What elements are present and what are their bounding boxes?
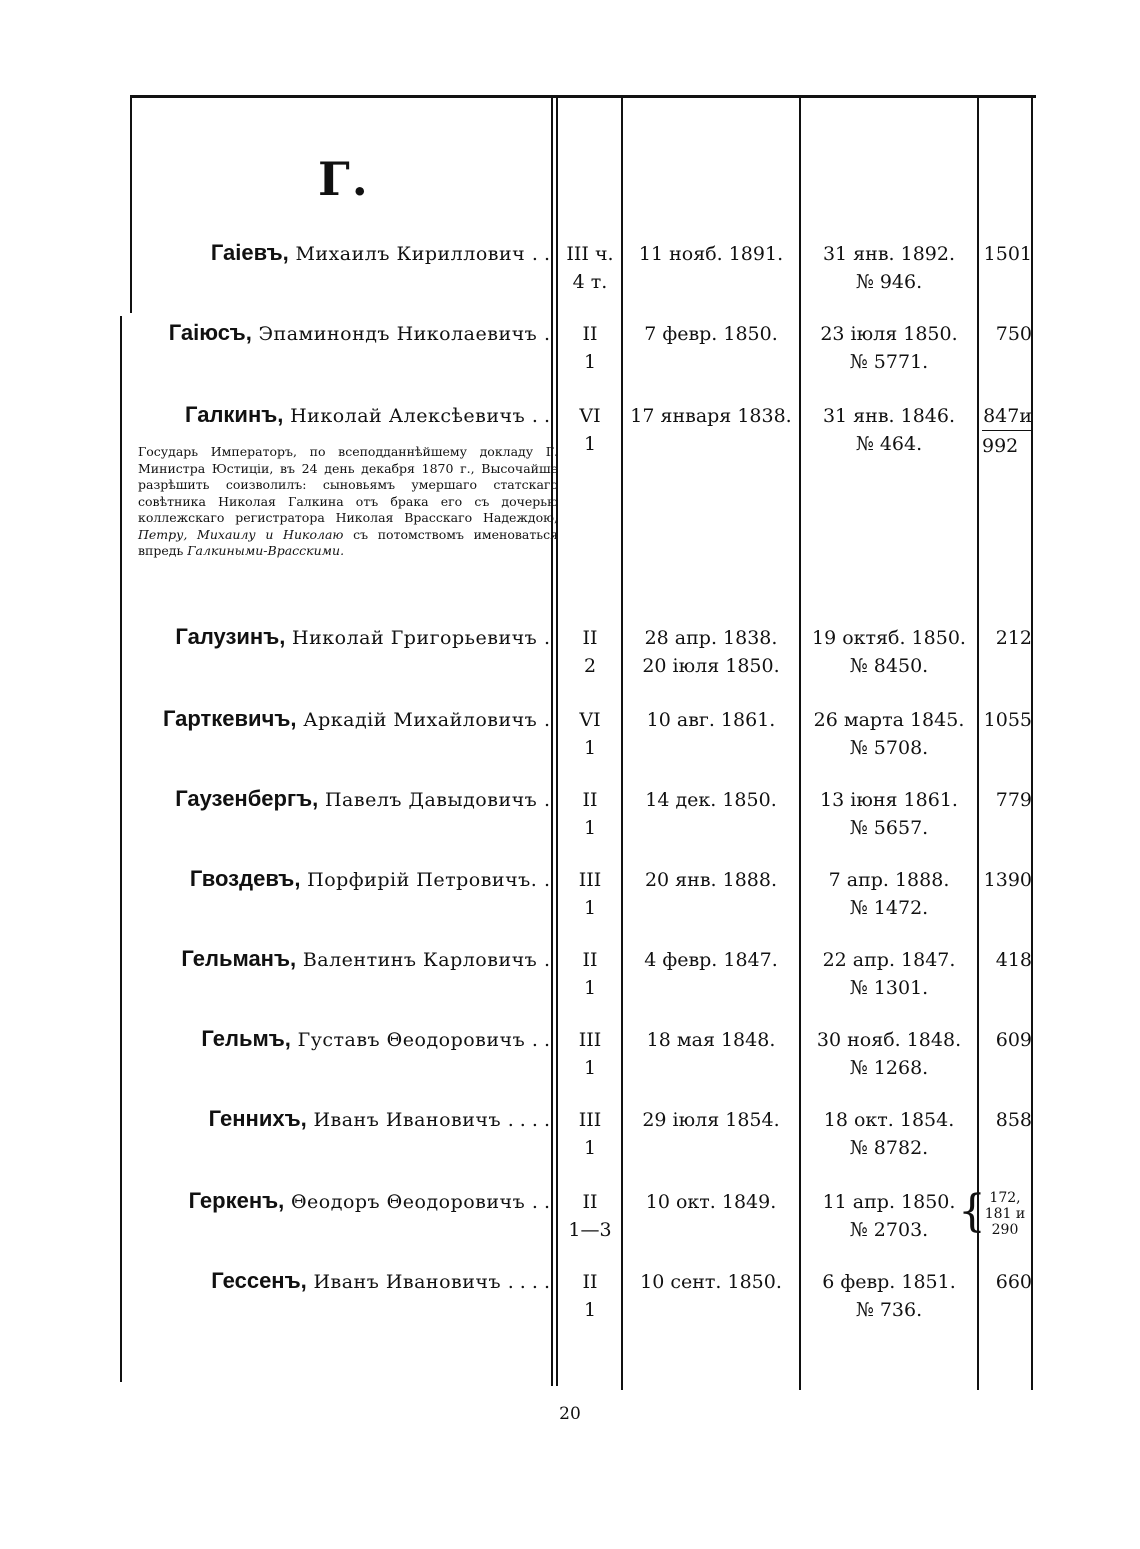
entry-date-approval-line: № 8782. — [849, 1137, 929, 1159]
entry-date-approval-line: № 1268. — [849, 1057, 929, 1079]
entry-date-approval-line: 6 февр. 1851. — [822, 1271, 956, 1293]
entry-page — [980, 866, 1032, 894]
entry-category — [560, 706, 620, 762]
entry-name — [140, 866, 550, 892]
entry-leader-dots: . . — [531, 243, 550, 265]
entry-given-name: Павелъ Давыдовичъ — [324, 789, 538, 811]
entry-date-rank-line: 20 янв. 1888. — [644, 869, 778, 891]
entry-category-line: III — [578, 1029, 602, 1051]
entry-category-line: VI — [579, 405, 601, 427]
entry-date-rank-line: 10 сент. 1850. — [640, 1271, 782, 1293]
entry-page-second: 992 — [982, 430, 1032, 460]
entry-name — [140, 1026, 550, 1052]
entry-page — [980, 402, 1032, 460]
entry-date-rank — [623, 1268, 799, 1296]
entry-page-line — [980, 430, 1032, 460]
entry-date-rank — [623, 240, 799, 268]
entry-date-approval-line: 26 марта 1845. — [813, 709, 965, 731]
left-border-lower — [120, 316, 122, 1382]
entry-date-approval-line: № 1472. — [849, 897, 929, 919]
entry-name — [140, 240, 550, 266]
left-border-upper — [130, 95, 132, 313]
page-number: 20 — [559, 1404, 581, 1424]
entry-date-approval-line: № 5771. — [849, 351, 929, 373]
entry-date-approval — [800, 240, 978, 296]
entry-name — [140, 706, 550, 732]
entry-page — [980, 946, 1032, 974]
entry-category-line: 1—3 — [568, 1219, 612, 1241]
entry-date-rank — [623, 1026, 799, 1054]
entry-page-line: 1390 — [983, 869, 1032, 891]
entry-name — [140, 1268, 550, 1294]
section-letter: Г. — [318, 152, 370, 206]
note-text-1: Государь Императоръ, по всеподданнѣйшему докладу Г. Министра Юстиціи, въ 24 день декабря 1870 г., Высочайше разрѣшить соизволилъ: сыновьямъ умершаго статскаго совѣтника Николая Галкина отъ брака его съ дочерью коллежскаго регистратора Николая Врасскаго Надеждою, — [138, 444, 558, 525]
gerken-pages — [975, 1190, 1035, 1238]
entry-date-rank — [623, 946, 799, 974]
entry-name — [140, 1188, 550, 1214]
entry-date-approval-line: № 1301. — [849, 977, 929, 999]
entry-leader-dots: . — [543, 789, 550, 811]
entry-page-line: 660 — [995, 1271, 1032, 1293]
entry-page — [980, 706, 1032, 734]
entry-given-name: Густавъ Θеодоровичъ — [297, 1029, 526, 1051]
entry-category-line: II — [582, 1271, 598, 1293]
entry-leader-dots: . — [543, 627, 550, 649]
entry-page-line: 212 — [995, 627, 1032, 649]
entry-date-rank-line: 14 дек. 1850. — [645, 789, 777, 811]
entry-leader-dots: . . — [531, 1029, 550, 1051]
entry-surname: Гвоздевъ, — [189, 866, 301, 891]
entry-date-rank-line: 11 нояб. 1891. — [638, 243, 784, 265]
brace-symbol: { — [958, 1186, 986, 1237]
entry-name — [140, 1106, 550, 1132]
entry-name — [140, 946, 550, 972]
entry-category-line: 1 — [583, 1299, 597, 1321]
entry-category-line: II — [582, 323, 598, 345]
entry-date-approval-line: № 464. — [855, 433, 923, 455]
entry-category — [560, 1026, 620, 1082]
entry-date-approval-line: 19 октяб. 1850. — [812, 627, 966, 649]
entry-date-approval-line: № 2703. — [849, 1219, 929, 1241]
entry-name — [140, 402, 550, 428]
entry-date-approval — [800, 1106, 978, 1162]
entry-page-line: 609 — [995, 1029, 1032, 1051]
entry-page — [980, 320, 1032, 348]
entry-date-rank — [623, 1188, 799, 1216]
entry-leader-dots: . . . . — [507, 1271, 550, 1293]
entry-date-approval-line: 30 нояб. 1848. — [816, 1029, 962, 1051]
entry-category-line: 1 — [583, 817, 597, 839]
entry-leader-dots: . . . . — [507, 1109, 550, 1131]
entry-date-rank-line: 7 февр. 1850. — [644, 323, 778, 345]
entry-given-name: Николай Григорьевичъ — [292, 627, 538, 649]
entry-given-name: Эпаминондъ Николаевичъ — [258, 323, 538, 345]
entry-date-rank-line: 20 іюля 1850. — [642, 655, 780, 677]
note-italic-2: Галкиными-Врасскими. — [187, 543, 345, 558]
entry-page-line: 847и — [983, 405, 1032, 427]
entry-category-line: 1 — [583, 737, 597, 759]
entry-date-rank-line: 10 окт. 1849. — [645, 1191, 777, 1213]
col-divider-a1 — [551, 98, 553, 1386]
entry-date-approval-line: № 8450. — [849, 655, 929, 677]
entry-name — [140, 786, 550, 812]
entry-category — [560, 1268, 620, 1324]
entry-given-name: Θеодоръ Θеодоровичъ — [290, 1191, 526, 1213]
entry-surname: Гарткевичъ, — [162, 706, 297, 731]
entry-category — [560, 946, 620, 1002]
entry-page-line: 1055 — [983, 709, 1032, 731]
entry-date-rank — [623, 402, 799, 430]
entry-category-line: II — [582, 949, 598, 971]
top-rule — [130, 95, 1036, 98]
entry-date-rank-line: 4 февр. 1847. — [644, 949, 778, 971]
entry-date-rank — [623, 786, 799, 814]
entry-date-approval-line: № 5708. — [849, 737, 929, 759]
entry-given-name: Иванъ Ивановичъ — [313, 1109, 502, 1131]
entry-name — [140, 320, 550, 346]
entry-date-rank-line: 17 января 1838. — [630, 405, 792, 427]
entry-category — [560, 402, 620, 458]
entry-date-approval-line: № 946. — [855, 271, 923, 293]
entry-category — [560, 1188, 620, 1244]
entry-date-approval — [800, 624, 978, 680]
entry-page — [980, 240, 1032, 268]
entry-leader-dots: . — [543, 323, 550, 345]
entry-page — [980, 786, 1032, 814]
entry-date-approval-line: 18 окт. 1854. — [823, 1109, 955, 1131]
entry-category-line: 1 — [583, 433, 597, 455]
note-italic-1: Петру, Михаилу и Николаю — [138, 526, 344, 542]
entry-surname: Гаіевъ, — [210, 240, 289, 265]
entry-date-approval — [800, 1268, 978, 1324]
entry-category-line: 1 — [583, 351, 597, 373]
entry-date-approval-line: № 5657. — [849, 817, 929, 839]
entry-leader-dots: . . — [531, 405, 550, 427]
entry-category-line: III — [578, 1109, 602, 1131]
entry-leader-dots: . — [543, 709, 550, 731]
entry-leader-dots: . . — [531, 1191, 550, 1213]
entry-surname: Гаузенбергъ, — [175, 786, 319, 811]
entry-given-name: Николай Алексѣевичъ — [290, 405, 526, 427]
entry-date-approval-line: 22 апр. 1847. — [822, 949, 956, 971]
entry-category-line: 1 — [583, 1057, 597, 1079]
entry-category — [560, 320, 620, 376]
entry-name — [140, 624, 550, 650]
entry-category-line: II — [582, 627, 598, 649]
entry-category-line: III ч. — [566, 243, 614, 265]
entry-leader-dots: . — [543, 949, 550, 971]
entry-page-line: 750 — [995, 323, 1032, 345]
entry-category-line: 1 — [583, 977, 597, 999]
entry-date-rank — [623, 320, 799, 348]
entry-date-approval — [800, 946, 978, 1002]
entry-date-approval — [800, 320, 978, 376]
entry-category — [560, 866, 620, 922]
entry-date-approval — [800, 1026, 978, 1082]
entry-surname: Геркенъ, — [188, 1188, 285, 1213]
entry-category-line: VI — [579, 709, 601, 731]
entry-category — [560, 1106, 620, 1162]
entry-surname: Гельмъ, — [201, 1026, 291, 1051]
entry-page — [980, 1106, 1032, 1134]
entry-page — [980, 1268, 1032, 1296]
entry-date-rank-line: 10 авг. 1861. — [646, 709, 776, 731]
entry-date-rank-line: 29 іюля 1854. — [642, 1109, 780, 1131]
entry-date-rank-line: 18 мая 1848. — [646, 1029, 776, 1051]
entry-category-line: 1 — [583, 897, 597, 919]
entry-date-approval — [800, 402, 978, 458]
entry-page — [980, 1026, 1032, 1054]
entry-surname: Гаіюсъ, — [168, 320, 252, 345]
entry-page-line: 779 — [995, 789, 1032, 811]
entry-given-name: Порфирій Петровичъ. — [307, 869, 538, 891]
entry-surname: Геннихъ, — [208, 1106, 307, 1131]
entry-surname: Галузинъ, — [175, 624, 286, 649]
entry-date-approval-line: 7 апр. 1888. — [828, 869, 950, 891]
entry-category-line: II — [582, 789, 598, 811]
entry-surname: Галкинъ, — [185, 402, 284, 427]
entry-category-line: 1 — [583, 1137, 597, 1159]
gerken-page-3: 290 — [991, 1222, 1019, 1238]
entry-leader-dots: . — [543, 869, 550, 891]
entry-date-approval-line: 23 іюля 1850. — [820, 323, 958, 345]
entry-category — [560, 624, 620, 680]
entry-given-name: Иванъ Ивановичъ — [313, 1271, 502, 1293]
entry-category — [560, 240, 620, 296]
entry-given-name: Валентинъ Карловичъ — [302, 949, 538, 971]
entry-category-line: 2 — [583, 655, 597, 677]
entry-category-line: II — [582, 1191, 598, 1213]
entry-date-rank — [623, 706, 799, 734]
entry-date-approval-line: 31 янв. 1892. — [822, 243, 956, 265]
entry-page-line: 1501 — [983, 243, 1032, 265]
entry-date-rank-line: 28 апр. 1838. — [644, 627, 778, 649]
entry-date-approval — [800, 1188, 978, 1244]
galkin-note — [138, 444, 558, 560]
entry-category-line: 4 т. — [572, 271, 608, 293]
gerken-page-1: 172, — [989, 1190, 1021, 1206]
entry-page — [980, 624, 1032, 652]
entry-date-approval-line: 11 апр. 1850. — [822, 1191, 956, 1213]
entry-surname: Гельманъ, — [181, 946, 297, 971]
note-text-2: съ потомствомъ именоваться впредь — [138, 526, 558, 558]
gerken-page-2: 181 и — [984, 1206, 1026, 1222]
entry-given-name: Михаилъ Кириллович — [295, 243, 526, 265]
entry-page-line: 858 — [995, 1109, 1032, 1131]
entry-date-rank — [623, 1106, 799, 1134]
entry-date-approval-line: 13 іюня 1861. — [820, 789, 958, 811]
entry-category — [560, 786, 620, 842]
entry-page-line: 418 — [995, 949, 1032, 971]
entry-date-approval — [800, 706, 978, 762]
entry-date-approval — [800, 786, 978, 842]
entry-date-approval — [800, 866, 978, 922]
col-divider-a2 — [556, 98, 558, 1386]
entry-date-rank — [623, 624, 799, 680]
entry-date-approval-line: 31 янв. 1846. — [822, 405, 956, 427]
entry-surname: Гессенъ, — [211, 1268, 307, 1293]
entry-category-line: III — [578, 869, 602, 891]
entry-date-approval-line: № 736. — [855, 1299, 923, 1321]
entry-given-name: Аркадій Михайловичъ — [303, 709, 538, 731]
entry-date-rank — [623, 866, 799, 894]
